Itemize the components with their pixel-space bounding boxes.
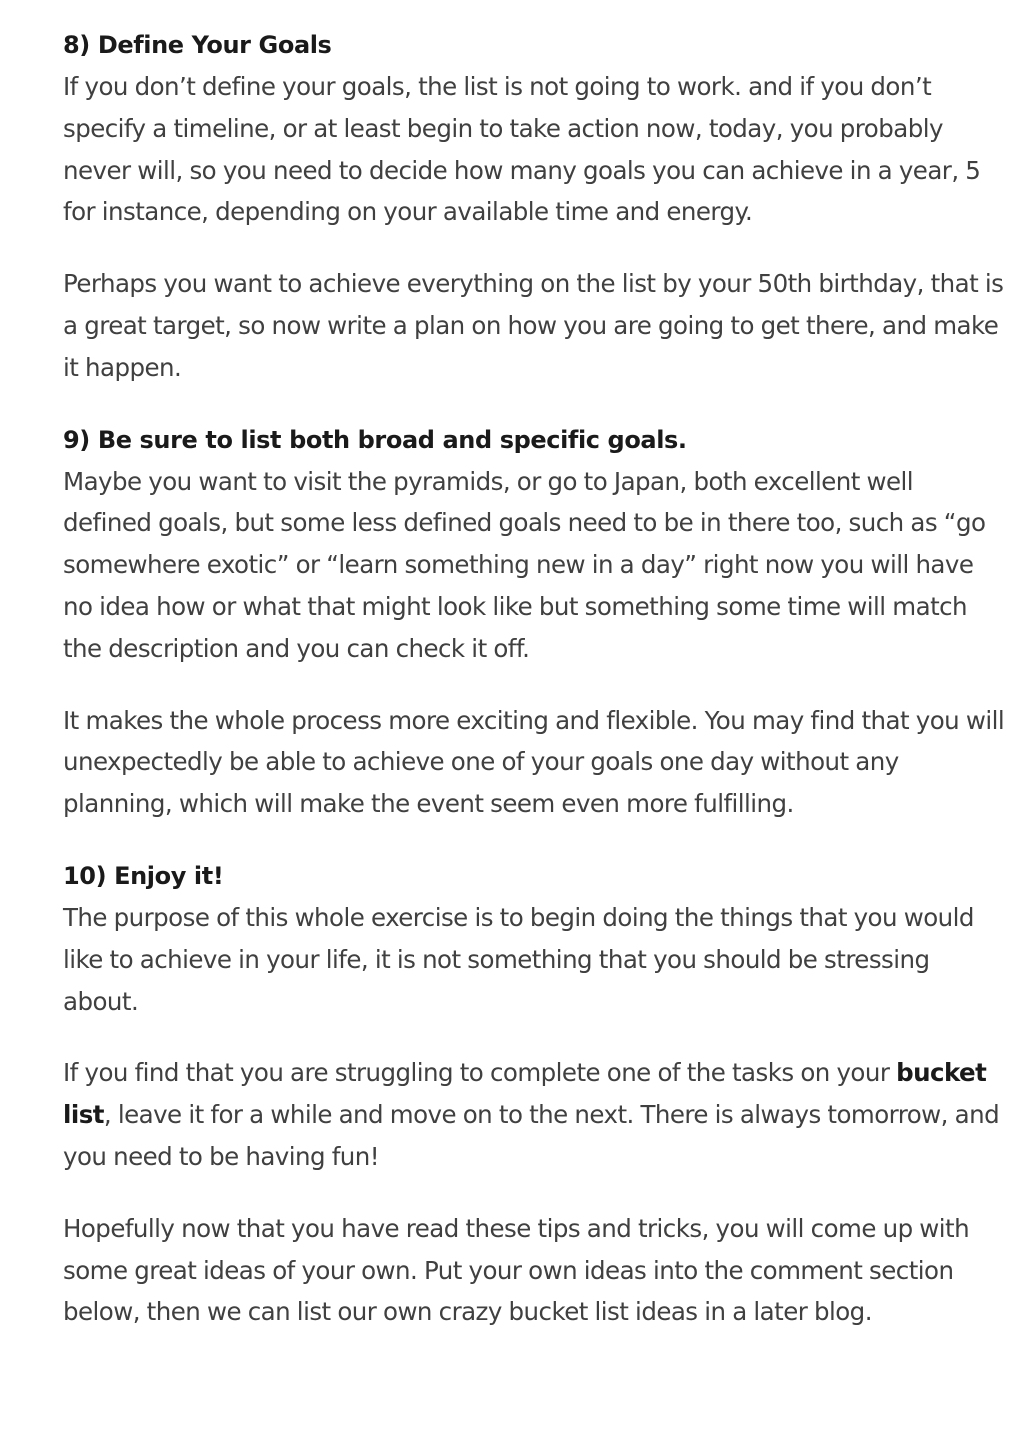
paragraph: Maybe you want to visit the pyramids, or go to Japan, both excellent well defined goals, but some less defined goals need to be in there too, such as “go somewhere exotic” or “learn something new in a day” right now you will have no idea how or what that might look like but something some time will match the description and you can check it off.: [63, 466, 986, 663]
section-heading: 9) Be sure to list both broad and specific goals.: [63, 425, 687, 454]
section-broad-specific-goals: [63, 419, 1008, 825]
section-heading: 8) Define Your Goals: [63, 31, 332, 59]
article-body: [63, 24, 1008, 1363]
paragraph: The purpose of this whole exercise is to begin doing the things that you would like to achieve in your life, it is not something that you should be stressing about.: [63, 902, 974, 1016]
paragraph: It makes the whole process more exciting and flexible. You may find that you will unexpectedly be able to achieve one of your goals one day without any planning, which will make the event seem even more fulfilling.: [63, 705, 1005, 819]
paragraph-text: If you find that you are struggling to complete one of the tasks on your: [63, 1058, 897, 1088]
paragraph-bucket-list: [63, 1052, 1008, 1177]
section-define-goals: [63, 24, 1008, 389]
section-enjoy-it: [63, 855, 1008, 1333]
bucket-list-emphasis: bucket list: [63, 1058, 987, 1130]
paragraph: Perhaps you want to achieve everything on the list by your 50th birthday, that is a great target, so now write a plan on how you are going to get there, and make it happen.: [63, 269, 1004, 382]
paragraph-text: , leave it for a while and move on to the next. There is always tomorrow, and you need to be having fun!: [63, 1100, 1000, 1171]
section-heading: 10) Enjoy it!: [63, 861, 224, 890]
paragraph: If you don’t define your goals, the list is not going to work. and if you don’t specify a timeline, or at least begin to take action now, today, you probably never will, so you need to decide how many goals you can achieve in a year, 5 for instance, depending on your available time and energy.: [63, 72, 981, 227]
closing-paragraph: Hopefully now that you have read these tips and tricks, you will come up with some great ideas of your own. Put your own ideas into the comment section below, then we can list our own crazy bucket list ideas in a later blog.: [63, 1213, 970, 1327]
